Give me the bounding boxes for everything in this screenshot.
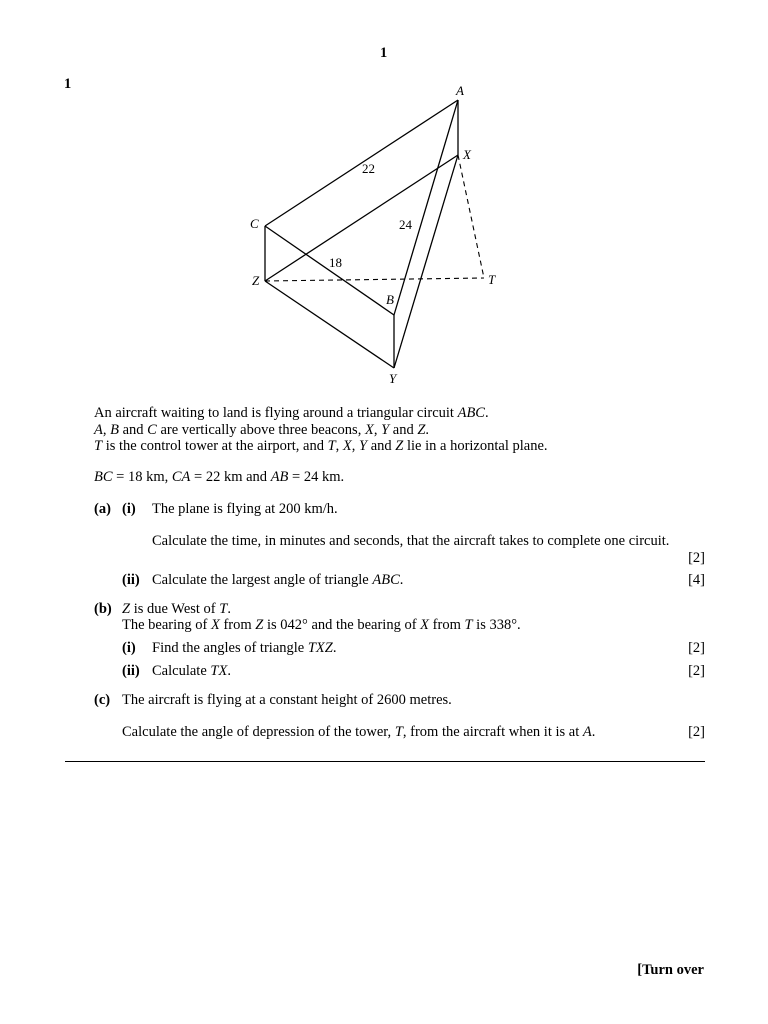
label-len-ca: 22 xyxy=(362,161,375,176)
label-x: X xyxy=(463,147,471,162)
part-c-label: (c) xyxy=(94,692,111,708)
part-b-ii-mark: [2] xyxy=(688,663,705,679)
question-number: 1 xyxy=(64,76,72,92)
prism-diagram xyxy=(0,0,768,400)
part-a-i-text-2: Calculate the time, in minutes and seconds, that the aircraft takes to complete one circuit. xyxy=(152,533,670,549)
label-a: A xyxy=(456,83,464,98)
label-t: T xyxy=(488,272,496,287)
part-b-line-2: The bearing of X from Z is 042° and the bearing of X from T is 338°. xyxy=(122,617,521,633)
edge-zt xyxy=(265,278,484,281)
label-c: C xyxy=(250,216,259,231)
label-b: B xyxy=(386,292,394,307)
label-len-bc: 18 xyxy=(329,255,342,270)
part-a-i-label: (i) xyxy=(122,501,136,517)
part-a-label: (a) xyxy=(94,501,111,517)
page-number: 1 xyxy=(380,45,388,61)
edge-ab xyxy=(394,100,458,315)
part-a-ii-label: (ii) xyxy=(122,572,140,588)
part-a-i-mark: [2] xyxy=(688,550,705,566)
intro-line-2: A, B and C are vertically above three beacons, X, Y and Z. xyxy=(94,422,430,438)
part-b-label: (b) xyxy=(94,601,112,617)
edge-zy xyxy=(265,281,394,368)
part-a-ii-mark: [4] xyxy=(688,572,705,588)
part-b-i-text: Find the angles of triangle TXZ. xyxy=(152,640,337,656)
part-a-ii-text: Calculate the largest angle of triangle ABC. xyxy=(152,572,404,588)
turn-over: [Turn over xyxy=(637,962,704,978)
part-c-mark: [2] xyxy=(688,724,705,740)
part-b-ii-text: Calculate TX. xyxy=(152,663,231,679)
part-a-i-text: The plane is flying at 200 km/h. xyxy=(152,501,338,517)
part-b-ii-label: (ii) xyxy=(122,663,140,679)
part-b-i-label: (i) xyxy=(122,640,136,656)
part-b-line-1: Z is due West of T. xyxy=(122,601,231,617)
part-b-i-mark: [2] xyxy=(688,640,705,656)
label-len-ab: 24 xyxy=(399,217,412,232)
intro-line-4: BC = 18 km, CA = 22 km and AB = 24 km. xyxy=(94,469,345,485)
edge-xt xyxy=(458,155,484,278)
part-c-line-2: Calculate the angle of depression of the tower, T, from the aircraft when it is at A. xyxy=(122,724,596,740)
label-y: Y xyxy=(389,371,397,386)
intro-line-1: An aircraft waiting to land is flying around a triangular circuit ABC. xyxy=(94,405,489,421)
label-z: Z xyxy=(252,273,260,288)
intro-line-3: T is the control tower at the airport, and T, X, Y and Z lie in a horizontal plane. xyxy=(94,438,548,454)
part-c-line-1: The aircraft is flying at a constant height of 2600 metres. xyxy=(122,692,452,708)
section-divider xyxy=(65,761,705,762)
edge-xy xyxy=(394,155,458,368)
